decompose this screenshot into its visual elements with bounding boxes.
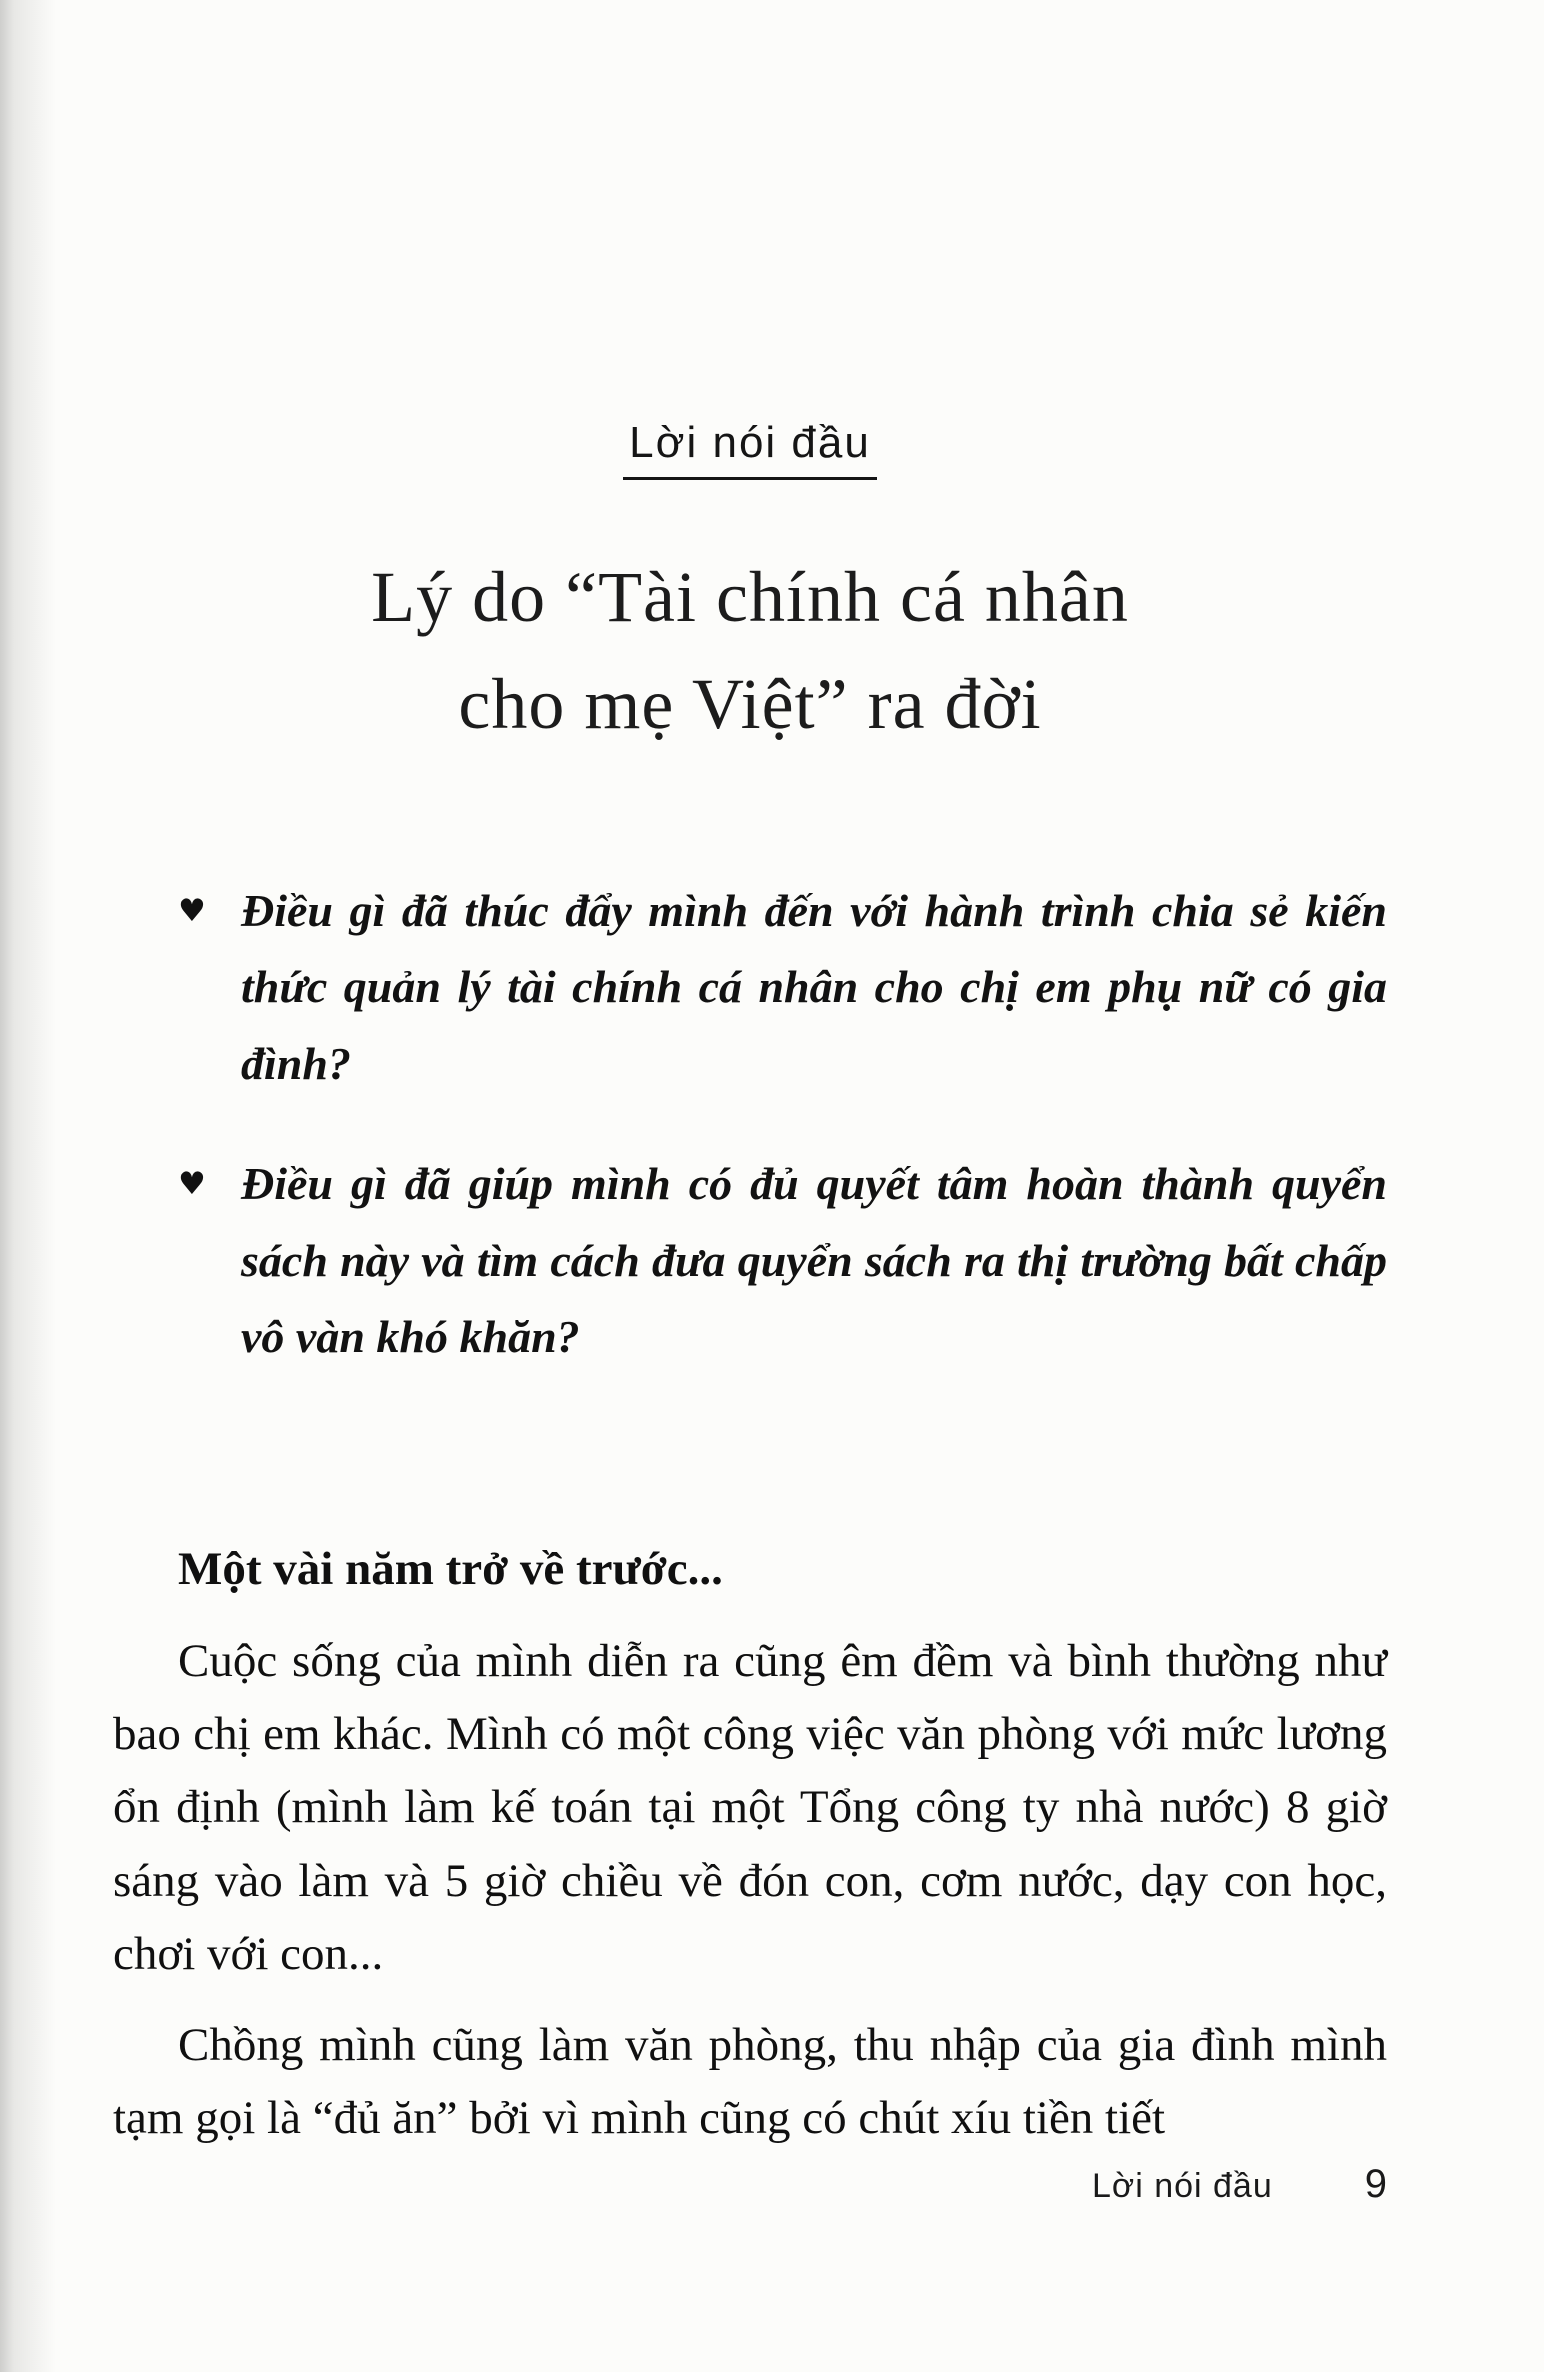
page-title-line-1: Lý do “Tài chính cá nhân (371, 557, 1129, 637)
heart-bullet-icon: ♥ (178, 893, 206, 930)
footer-section-label: Lời nói đầu (1091, 2167, 1273, 2205)
heart-bullet-icon: ♥ (178, 1166, 206, 1203)
chapter-label: Lời nói đầu (623, 418, 877, 480)
list-item (113, 1146, 1387, 1375)
list-item (113, 873, 1387, 1102)
page-header (113, 418, 1387, 757)
body-paragraph: Cuộc sống của mình diễn ra cũng êm đềm và bình thường như bao chị em khác. Mình có một công việc văn phòng với mức lương ổn định (mình làm kế toán tại một Tổng công ty nhà nước) 8 giờ sáng vào làm và 5 giờ chiều về đón con, cơm nước, dạy con học, chơi với con... (113, 1634, 1387, 1980)
intro-line: Một vài năm trở về trước... (178, 1543, 723, 1596)
page-title (113, 544, 1387, 757)
page-footer (113, 2162, 1387, 2207)
question-list (113, 873, 1387, 1375)
body-paragraph: Chồng mình cũng làm văn phòng, thu nhập của gia đình mình tạm gọi là “đủ ăn” bởi vì mình cũng có chút xíu tiền tiết (113, 2019, 1387, 2145)
page-title-line-2: cho mẹ Việt” ra đời (458, 663, 1042, 744)
chapter-label-wrap (113, 418, 1387, 480)
question-text: Điều gì đã thúc đẩy mình đến với hành trình chia sẻ kiến thức quản lý tài chính cá nhân cho chị em phụ nữ có gia đình? (241, 885, 1387, 1089)
question-text: Điều gì đã giúp mình có đủ quyết tâm hoàn thành quyển sách này và tìm cách đưa quyển sách ra thị trường bất chấp vô vàn khó khăn? (241, 1158, 1387, 1362)
page-number: 9 (1364, 2162, 1387, 2206)
body-text (113, 1533, 1387, 2156)
